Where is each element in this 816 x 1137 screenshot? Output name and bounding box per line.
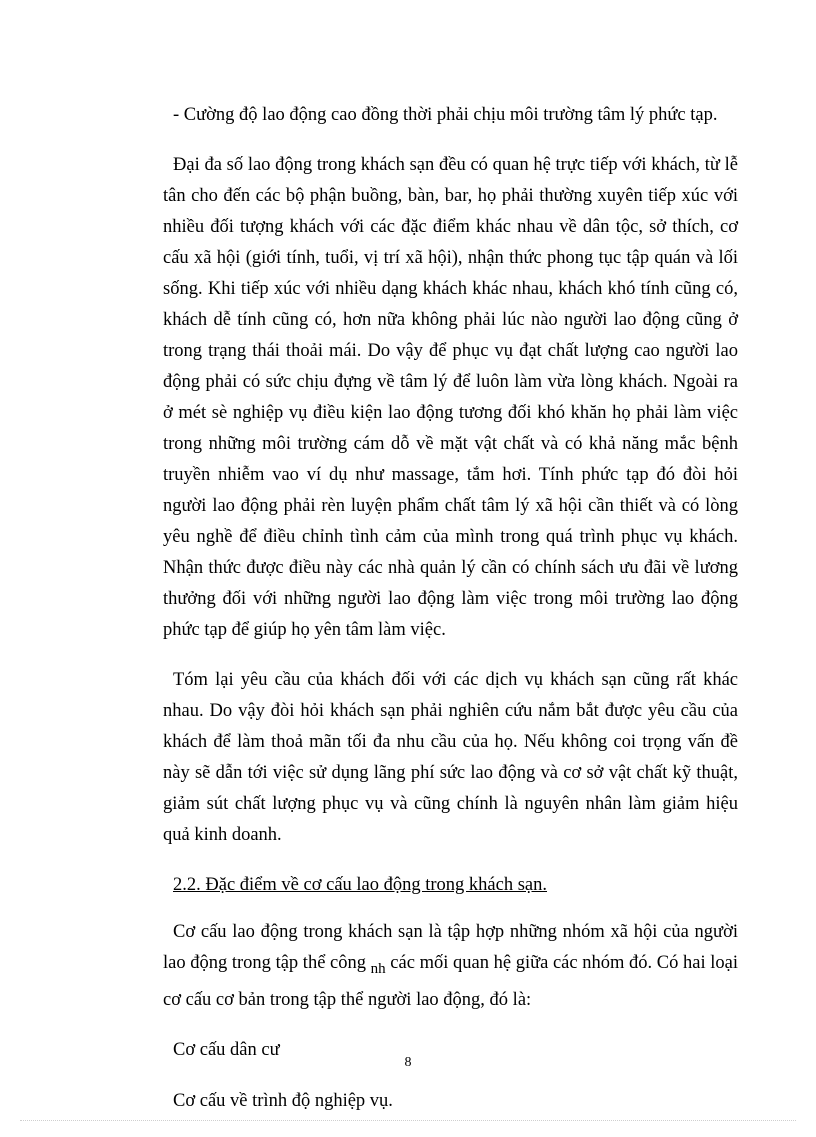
page-number: 8 xyxy=(404,1055,412,1070)
section-paragraph-start: Cơ cấu lao động trong khách sạn là tập hợp những nhóm xã hội của người lao động trong tập thể công xyxy=(163,922,738,973)
document-body xyxy=(163,100,738,1137)
page-bottom-divider xyxy=(20,1120,796,1121)
section-paragraph-end: các mối quan hệ giữa các nhóm đó. Có hai loại cơ cấu cơ bản trong tập thể người lao động, đó là: xyxy=(163,953,738,1010)
paragraph-2: Đại đa số lao động trong khách sạn đều có quan hệ trực tiếp với khách, từ lễ tân cho đến các bộ phận buồng, bàn, bar, họ phải thường xuyên tiếp xúc với nhiều đối tượng khách với các đặc điểm khác nhau về dân tộc, sở thích, cơ cấu xã hội (giới tính, tuổi, vị trí xã hội), nhận thức phong tục tập quán và lối sống. Khi tiếp xúc với nhiều dạng khách khác nhau, khách khó tính cũng có, khách dễ tính cũng có, hơn nữa không phải lúc nào người lao động cũng ở trong trạng thái thoải mái. Do vậy để phục vụ đạt chất lượng cao người lao động phải có sức chịu đựng về tâm lý để luôn làm vừa lòng khách. Ngoài ra ở mét sè nghiệp vụ điều kiện lao động tương đối khó khăn họ phải làm việc trong những môi trường cám dỗ về mặt vật chất và có khả năng mắc bệnh truyền nhiễm vao ví dụ như massage, tắm hơi. Tính phức tạp đó đòi hỏi người lao động phải rèn luyện phẩm chất tâm lý xã hội cần thiết và có lòng yêu nghề để điều chỉnh tình cảm của mình trong quá trình phục vụ khách. Nhận thức được điều này các nhà quản lý cần có chính sách ưu đãi về lương thưởng đối với những người lao động làm việc trong môi trường lao động phức tạp để giúp họ yên tâm làm việc. xyxy=(163,155,738,640)
list-item-2: Cơ cấu về trình độ nghiệp vụ. xyxy=(173,1091,393,1111)
section-paragraph xyxy=(163,917,738,1016)
paragraph-1: - Cường độ lao động cao đồng thời phải chịu môi trường tâm lý phức tạp. xyxy=(173,105,718,125)
section-paragraph-subscript: nh xyxy=(370,961,386,977)
list-item-1: Cơ cấu dân cư xyxy=(173,1040,280,1060)
paragraph-3: Tóm lại yêu cầu của khách đối với các dịch vụ khách sạn cũng rất khác nhau. Do vậy đòi hỏi khách sạn phải nghiên cứu nắm bắt được yêu cầu của khách để làm thoả mãn tối đa nhu cầu của họ. Nếu không coi trọng vấn đề này sẽ dẫn tới việc sử dụng lãng phí sức lao động và cơ sở vật chất kỹ thuật, giảm sút chất lượng phục vụ và cũng chính là nguyên nhân làm giảm hiệu quả kinh doanh. xyxy=(163,670,738,845)
section-heading: 2.2. Đặc điểm về cơ cấu lao động trong khách sạn. xyxy=(173,875,548,895)
